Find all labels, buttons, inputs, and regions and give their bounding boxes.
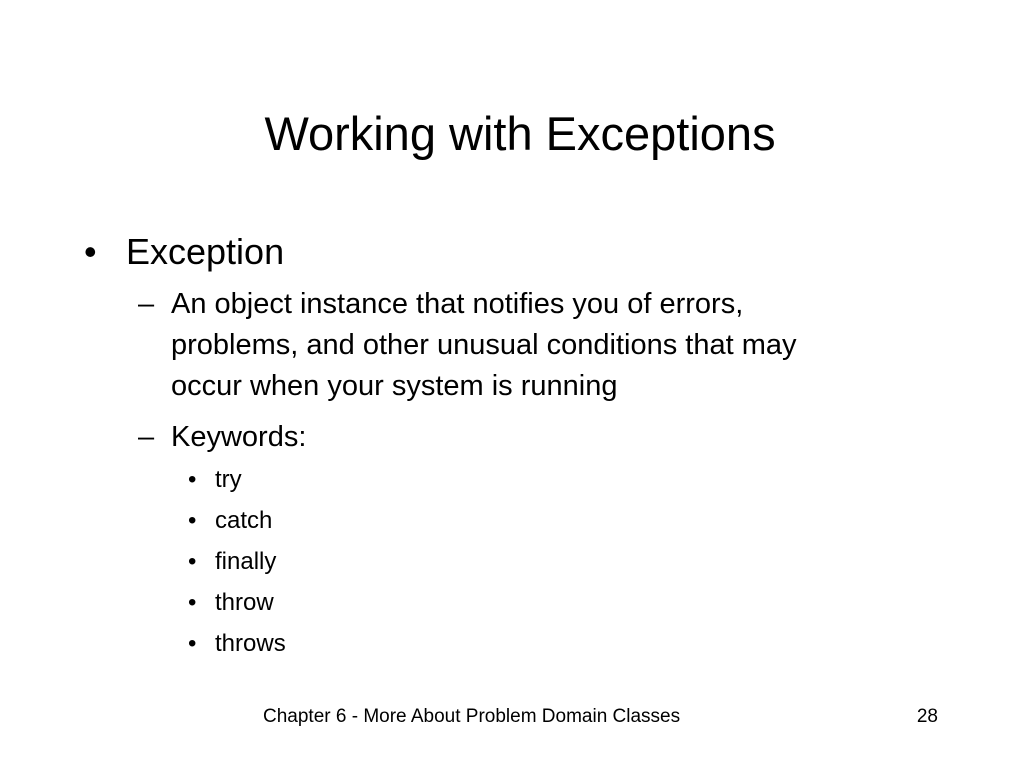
dash-marker: – (138, 421, 155, 453)
bullet-label: Exception (126, 231, 285, 272)
bullet-marker: • (188, 548, 197, 575)
bullet-marker: • (84, 231, 97, 272)
keyword-catch: catch (215, 507, 273, 534)
keyword-throw: throw (215, 589, 274, 616)
dash-marker: – (138, 288, 155, 320)
bullet-marker: • (188, 630, 197, 657)
bullet-marker: • (188, 589, 197, 616)
keyword-finally: finally (215, 548, 277, 575)
slide-title: Working with Exceptions (264, 107, 776, 160)
keywords-label: Keywords: (171, 421, 307, 453)
footer-chapter: Chapter 6 - More About Problem Domain Classes (263, 706, 681, 727)
bullet-marker: • (188, 466, 197, 493)
definition-line-3: occur when your system is running (171, 370, 618, 402)
keyword-try: try (215, 466, 242, 493)
definition-line-2: problems, and other unusual conditions that may (171, 329, 797, 361)
bullet-marker: • (188, 507, 197, 534)
keyword-throws: throws (215, 630, 286, 657)
page-number: 28 (916, 706, 938, 727)
definition-line-1: An object instance that notifies you of errors, (171, 288, 744, 320)
